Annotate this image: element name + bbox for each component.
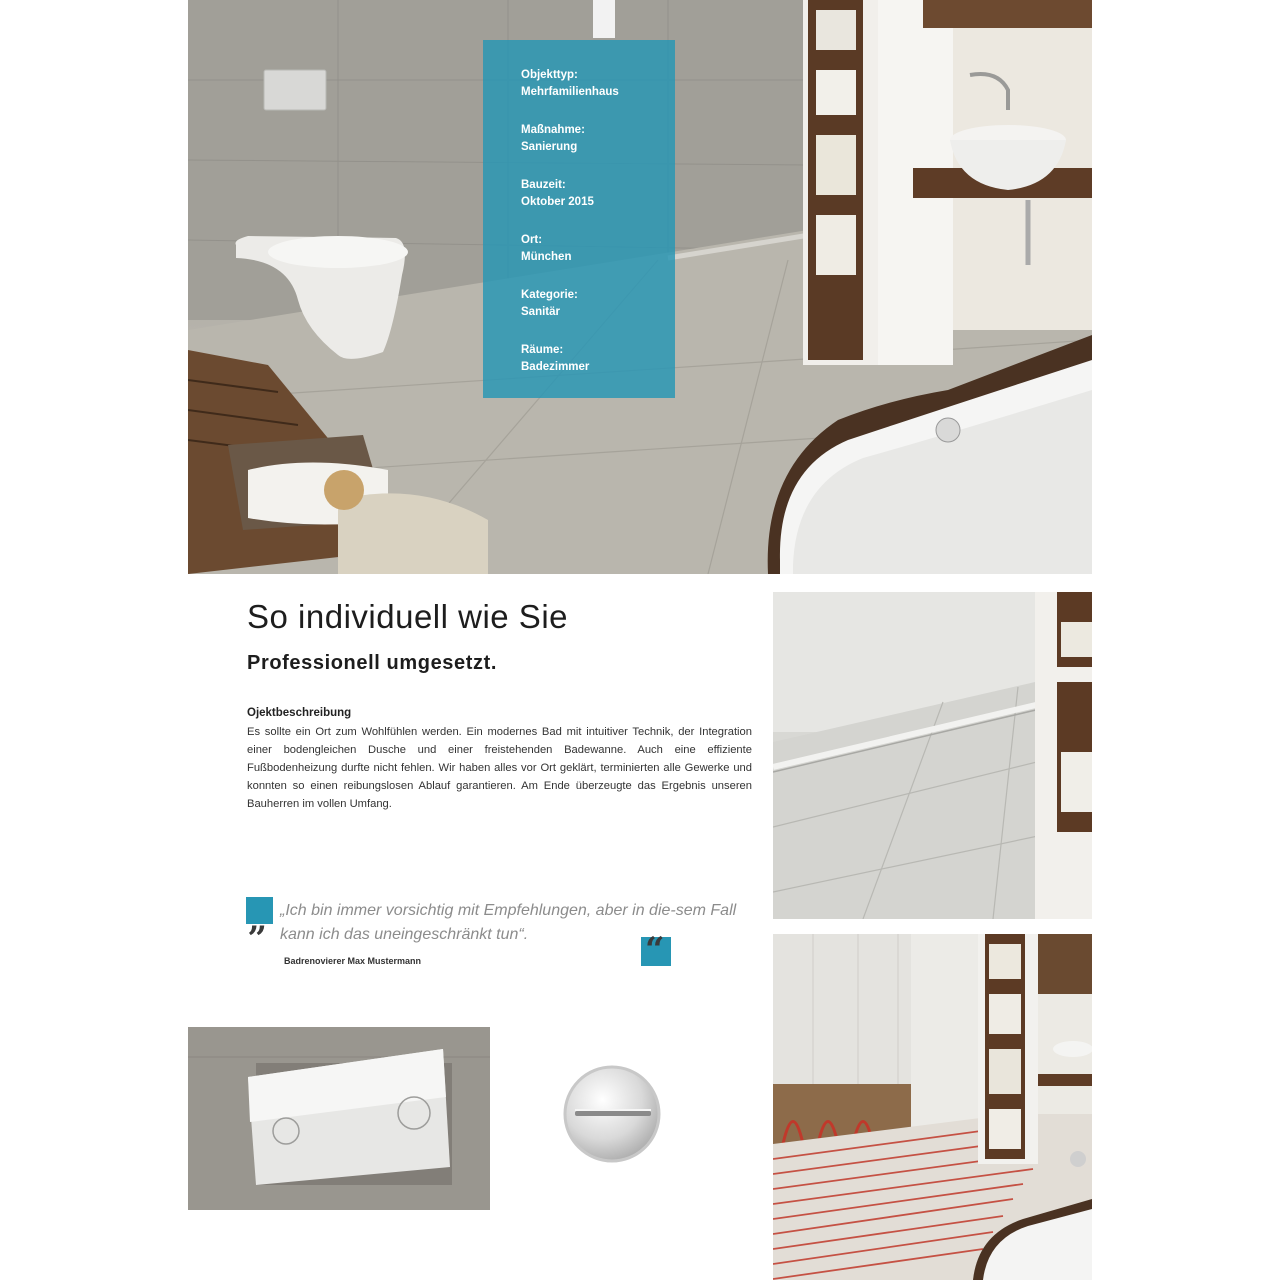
info-label: Objekttyp:	[521, 69, 578, 81]
info-value: Sanierung	[521, 141, 578, 153]
info-item-objekttyp	[521, 67, 675, 101]
page-subheadline: Professionell umgesetzt.	[247, 652, 498, 674]
info-item-massnahme	[521, 122, 675, 156]
info-value: Mehrfamilienhaus	[521, 86, 619, 98]
info-value: Oktober 2015	[521, 196, 594, 208]
testimonial-quote: „Ich bin immer vorsichtig mit Empfehlungen, aber in die-sem Fall kann ich das uneingeschränkt tun“.	[280, 902, 737, 943]
info-label: Räume:	[521, 344, 564, 356]
info-label: Maßnahme:	[521, 124, 585, 136]
drain-cover-photo	[557, 1059, 667, 1169]
flush-plate-photo	[188, 1027, 490, 1210]
info-item-raeume	[521, 342, 675, 376]
shower-floor-photo	[773, 592, 1092, 919]
description-body: Es sollte ein Ort zum Wohlfühlen werden. Ein modernes Bad mit intuitiver Technik, der Integration einer bodengleichen Dusche und einer freistehenden Badewanne. Auch eine effiziente Fußbodenheizung durfte nicht fehlen. Wir haben alles vor Ort geklärt, terminierten alle Gewerke und konnten so einen reibungslosen Ablauf garantieren. Am Ende überzeugte das Ergebnis unseren Bauherren im vollen Umfang.	[247, 726, 752, 810]
quote-open-icon: „	[248, 900, 268, 940]
quote-close-icon: “	[645, 930, 665, 970]
info-item-bauzeit	[521, 177, 675, 211]
info-item-ort	[521, 232, 675, 266]
info-label: Bauzeit:	[521, 179, 566, 191]
info-label: Ort:	[521, 234, 543, 246]
underfloor-heating-photo	[773, 934, 1092, 1280]
quote-close-mark-box	[641, 930, 671, 970]
quote-open-mark-box	[246, 897, 273, 940]
page-headline: So individuell wie Sie	[247, 598, 569, 635]
info-label: Kategorie:	[521, 289, 578, 301]
quote-author: Badrenovierer Max Mustermann	[284, 956, 422, 966]
info-item-kategorie	[521, 287, 675, 321]
info-value: Badezimmer	[521, 361, 590, 373]
info-value: Sanitär	[521, 306, 560, 318]
project-info-box	[483, 40, 675, 398]
description-title: Ojektbeschreibung	[247, 707, 352, 719]
info-value: München	[521, 251, 572, 263]
